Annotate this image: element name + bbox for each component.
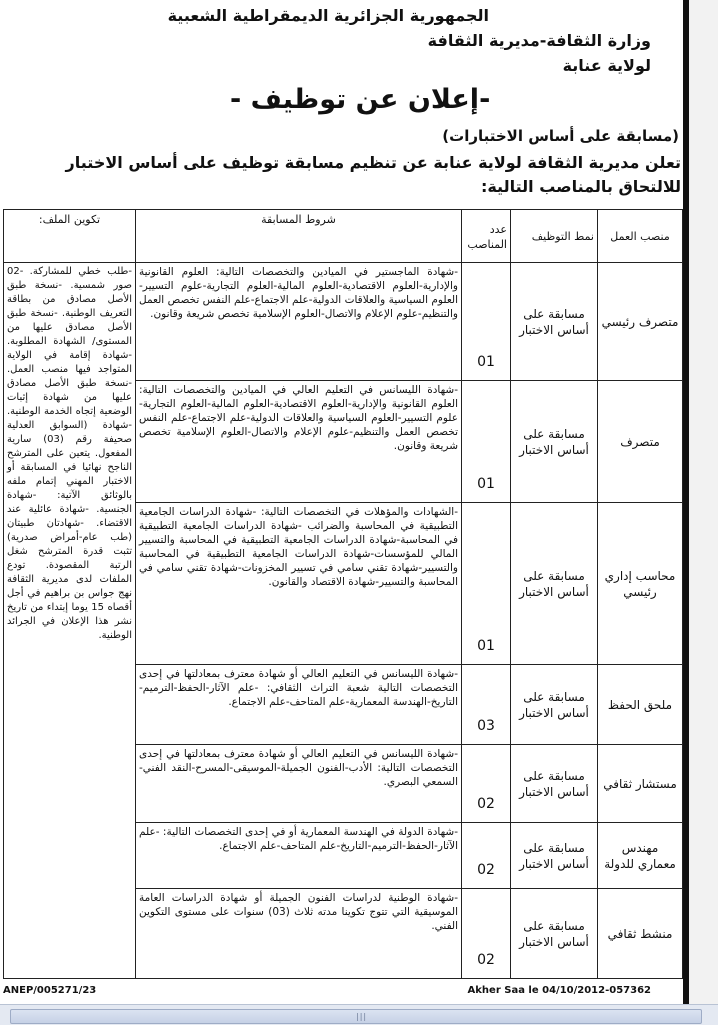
row-conditions: -شهادة الليسانس في التعليم العالي أو شهادة معترف بمعادلتها في إحدى التخصصات التالية شعبة التراث الثقافي: -علم الآثار-الحفظ-الترميم-التاريخ-الهندسة المعمارية-علم المتاحف-علم الاجتماع. <box>136 665 462 745</box>
header-count: عدد المناصب <box>462 210 511 263</box>
row-conditions: -شهادة الليسانس في التعليم العالي أو شهادة معترف بمعادلتها في إحدى التخصصات التالية: الأدب-الفنون الجميلة-الموسيقى-المسرح-النقد الفني-السمعي البصري. <box>136 745 462 823</box>
row-type: مسابقة على أساس الاختبار <box>511 889 598 979</box>
scrollbar-grip-icon: ||| <box>356 1012 368 1021</box>
viewer-background <box>689 0 718 1004</box>
row-type: مسابقة على أساس الاختبار <box>511 381 598 503</box>
announcement-subtitle: (مسابقة على أساس الاختبارات) <box>442 127 679 145</box>
header-post: منصب العمل <box>598 210 683 263</box>
republic-heading: الجمهورية الجزائرية الديمقراطية الشعبية <box>167 6 489 25</box>
row-count: 01 <box>462 503 511 665</box>
row-type: مسابقة على أساس الاختبار <box>511 823 598 889</box>
row-count: 02 <box>462 823 511 889</box>
row-conditions: -شهادة الوطنية لدراسات الفنون الجميلة أو شهادة الدراسات العامة الموسيقية التي تتوج تكوينا مدته ثلاث (03) سنوات على مستوى التكوين الفني. <box>136 889 462 979</box>
row-post: متصرف رئيسي <box>598 263 683 381</box>
row-type: مسابقة على أساس الاختبار <box>511 263 598 381</box>
header-file: تكوين الملف: <box>4 210 136 263</box>
row-type: مسابقة على أساس الاختبار <box>511 665 598 745</box>
row-count: 02 <box>462 745 511 823</box>
file-requirements: -طلب خطي للمشاركة. -02 صور شمسية. -نسخة طبق الأصل مصادق من بطاقة التعريف الوطنية. -نسخة طبق الأصل مصادق عليها من المستوى/ الشهادة المطلوبة. -شهادة إقامة في الولاية المتواجد فيها منصب العمل. -نسخة طبق الأصل مصادق عليها من شهادة إثبات الوضعية إتجاه الخدمة الوطنية. -شهادة (السوابق العدلية صحيفة رقم (03) سارية المفعول. يتعين على المترشح الناجح نهائيا في المسابقة أو الاختبار المهني إتمام ملفه بالوثائق الآتية: -شهادة الجنسية. -شهادة عائلية عند الاقتضاء. -شهادتان طبيتان (طب عام-أمراض صدرية) تثبت قدرة المترشح شغل الرتبة المقصودة. تودع الملفات لدى مديرية الثقافة نهج جواس بن براهيم في أجل أقصاه 15 يوما إبتداء من تاريخ نشر هذا الإعلان في الجرائد الوطنية. <box>4 263 136 979</box>
positions-table <box>3 209 683 979</box>
row-post: محاسب إداري رئيسي <box>598 503 683 665</box>
row-post: ملحق الحفظ <box>598 665 683 745</box>
ministry-heading: وزارة الثقافة-مديرية الثقافة <box>427 31 651 50</box>
row-post: متصرف <box>598 381 683 503</box>
row-conditions: -شهادة الدولة في الهندسة المعمارية أو في إحدى التخصصات التالية: -علم الآثار-الحفظ-الترميم-التاريخ-علم المتاحف-علم الاجتماع. <box>136 823 462 889</box>
wilaya-heading: لولاية عنابة <box>562 56 651 75</box>
row-conditions: -شهادة الليسانس في التعليم العالي في الميادين والتخصصات التالية: العلوم القانونية والإدارية-العلوم الاقتصادية-العلوم المالية-العلوم التجارية-علوم التسيير-العلوم السياسية والعلاقات الدولية-علم الاجتماع-علم النفس تخصص العمل والتنظيم-علوم الإعلام والاتصال-العلوم الإسلامية تخصص شريعة وقانون. <box>136 381 462 503</box>
footer-anep-ref: ANEP/005271/23 <box>3 985 97 996</box>
row-count: 01 <box>462 381 511 503</box>
header-type: نمط التوظيف <box>511 210 598 263</box>
row-type: مسابقة على أساس الاختبار <box>511 745 598 823</box>
table-row <box>4 263 683 381</box>
table-header-row <box>4 210 683 263</box>
row-post: مستشار ثقافي <box>598 745 683 823</box>
footer-publication-ref: Akher Saa le 04/10/2012-057362 <box>467 985 651 996</box>
row-count: 03 <box>462 665 511 745</box>
row-conditions: -الشهادات والمؤهلات في التخصصات التالية: -شهادة الدراسات الجامعية التطبيقية في المحاسبة والضرائب -شهادة الدراسات الجامعية التطبيقية في المحاسبة-شهادة الدراسات الجامعية التطبيقية في المحاسبة والتسيير المالي للمؤسسات-شهادة الدراسات الجامعية التطبيقية في المحاسبة والتسيير-شهادة تقني سامي في تسيير المخزونات-شهادة تقني سامي في المحاسبة والتسيير-شهادة الاقتصاد والقانون. <box>136 503 462 665</box>
announcement-intro: تعلن مديرية الثقافة لولاية عنابة عن تنظيم مسابقة توظيف على أساس الاختبار للالتحاق بالمناصب التالية: <box>65 153 681 196</box>
row-post: مهندس معماري للدولة <box>598 823 683 889</box>
announcement-title: -إعلان عن توظيف - <box>230 84 491 115</box>
row-conditions: -شهادة الماجستير في الميادين والتخصصات التالية: العلوم القانونية والإدارية-العلوم الاقتصادية-العلوم المالية-العلوم التجارية-علوم التسيير-العلوم السياسية والعلاقات الدولية-علم الاجتماع-علم النفس تخصص العمل والتنظيم-علوم الإعلام والاتصال-العلوم الإسلامية تخصص شريعة وقانون. <box>136 263 462 381</box>
row-type: مسابقة على أساس الاختبار <box>511 503 598 665</box>
header-conditions: شروط المسابقة <box>136 210 462 263</box>
row-count: 02 <box>462 889 511 979</box>
row-post: منشط ثقافي <box>598 889 683 979</box>
row-count: 01 <box>462 263 511 381</box>
